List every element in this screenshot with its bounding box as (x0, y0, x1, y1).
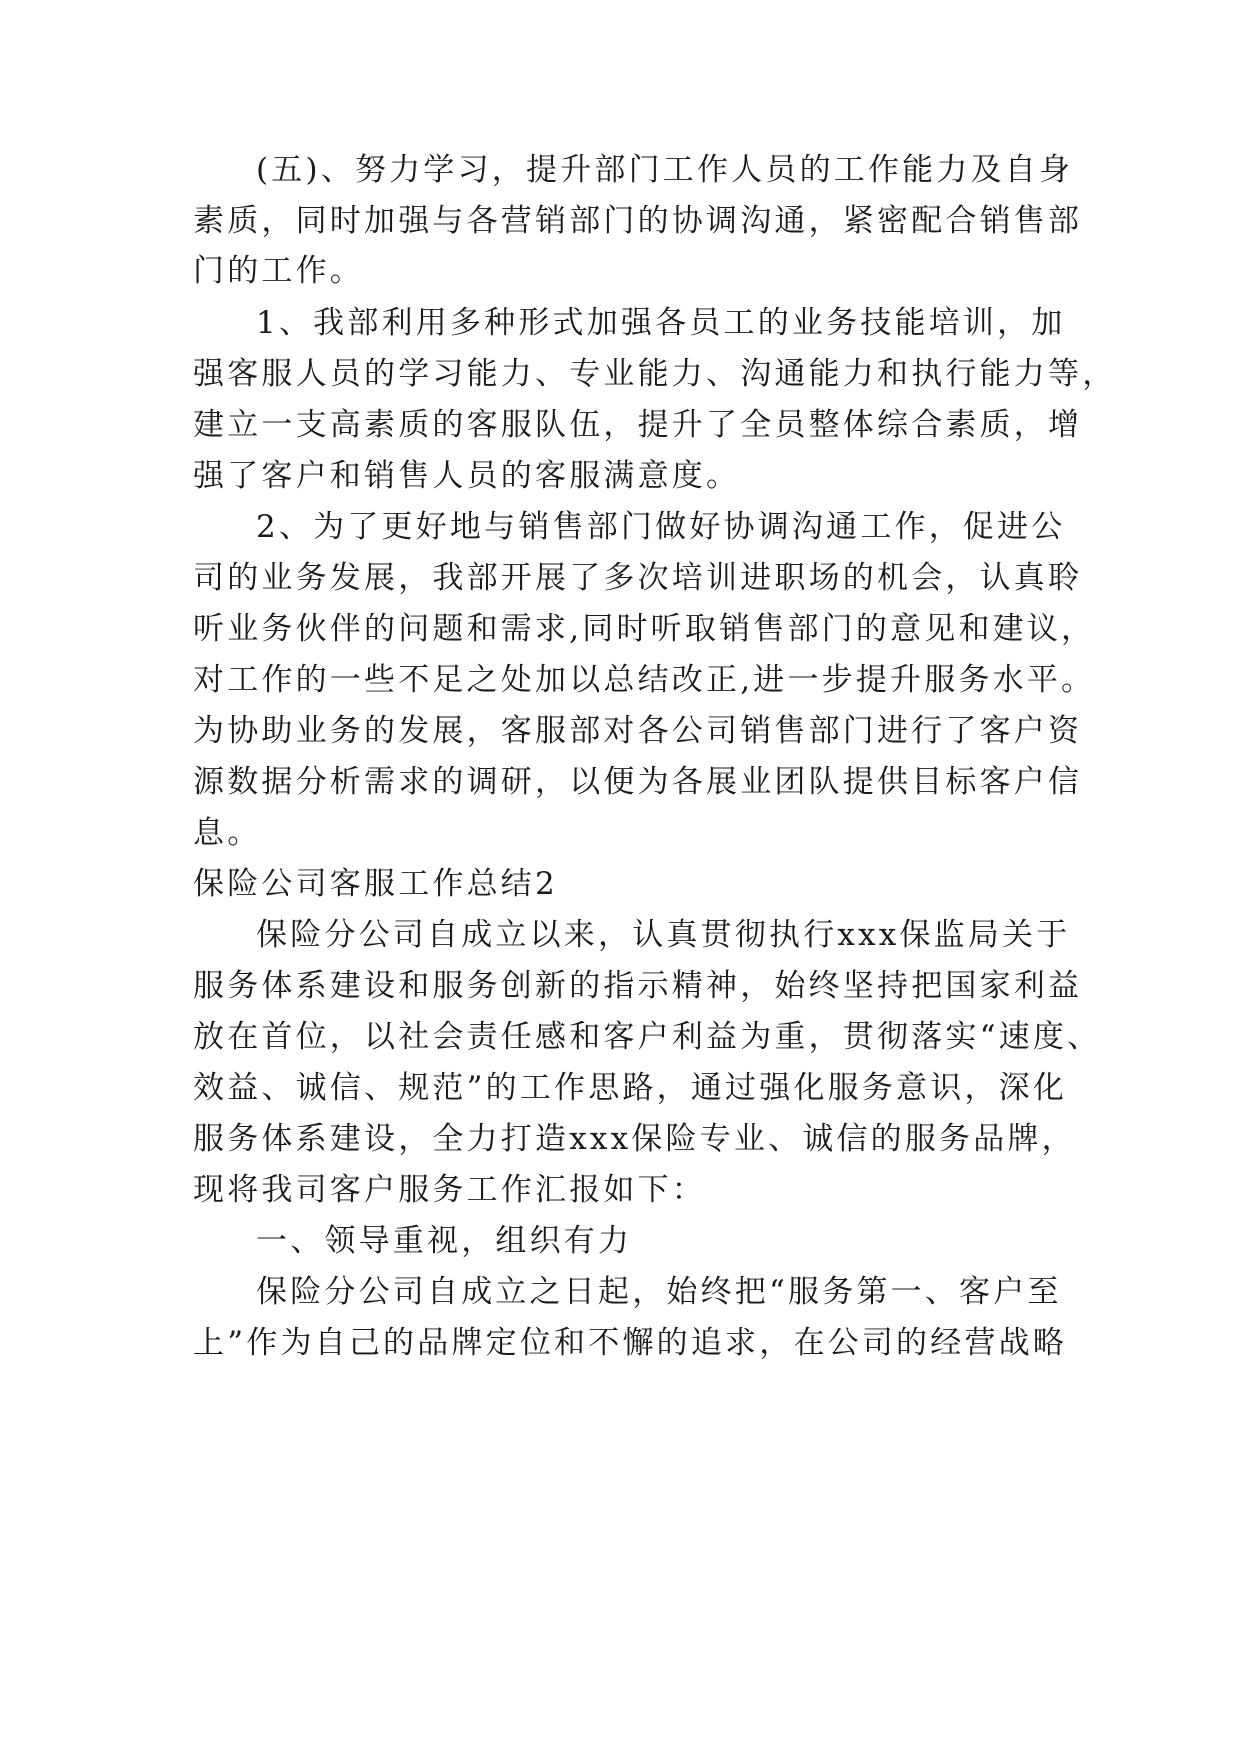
text-line: 建立一支高素质的客服队伍，提升了全员整体综合素质，增 (193, 407, 1083, 443)
text-line: 为协助业务的发展，客服部对各公司销售部门进行了客户资 (193, 713, 1083, 749)
text-line: 放在首位，以社会责任感和客户利益为重，贯彻落实“速度、 (193, 1019, 1102, 1055)
text-line: 素质，同时加强与各营销部门的协调沟通，紧密配合销售部 (193, 203, 1083, 239)
text-line: 息。 (193, 815, 262, 851)
text-line: 服务体系建设，全力打造xxx保险专业、诚信的服务品牌， (193, 1121, 1076, 1157)
text-line: 服务体系建设和服务创新的指示精神，始终坚持把国家利益 (193, 968, 1083, 1004)
text-line: 源数据分析需求的调研，以便为各展业团队提供目标客户信 (193, 764, 1083, 800)
section-heading: 保险公司客服工作总结2 (193, 866, 558, 902)
text-line: 效益、诚信、规范”的工作思路，通过强化服务意识，深化 (193, 1070, 1068, 1106)
text-line: 上”作为自己的品牌定位和不懈的追求，在公司的经营战略 (193, 1325, 1068, 1361)
text-line: 听业务伙伴的问题和需求,同时听取销售部门的意见和建议， (193, 611, 1096, 647)
text-line: 强客服人员的学习能力、专业能力、沟通能力和执行能力等， (193, 356, 1117, 392)
text-line: 强了客户和销售人员的客服满意度。 (193, 458, 741, 494)
text-line: 对工作的一些不足之处加以总结改正,进一步提升服务水平。 (193, 662, 1096, 698)
text-line: 保险分公司自成立之日起，始终把“服务第一、客户至 (256, 1274, 1062, 1310)
text-line: 保险分公司自成立以来，认真贯彻执行xxx保监局关于 (256, 917, 1071, 953)
text-line: 门的工作。 (193, 253, 364, 289)
text-line: 现将我司客户服务工作汇报如下： (193, 1172, 706, 1208)
subheading: 一、领导重视，组织有力 (256, 1223, 633, 1259)
text-line: (五)、努力学习，提升部门工作人员的工作能力及自身 (256, 152, 1074, 188)
text-line: 2、为了更好地与销售部门做好协调沟通工作，促进公 (256, 509, 1066, 545)
text-line: 1、我部利用多种形式加强各员工的业务技能培训，加 (256, 305, 1066, 341)
text-line: 司的业务发展，我部开展了多次培训进职场的机会，认真聆 (193, 560, 1083, 596)
